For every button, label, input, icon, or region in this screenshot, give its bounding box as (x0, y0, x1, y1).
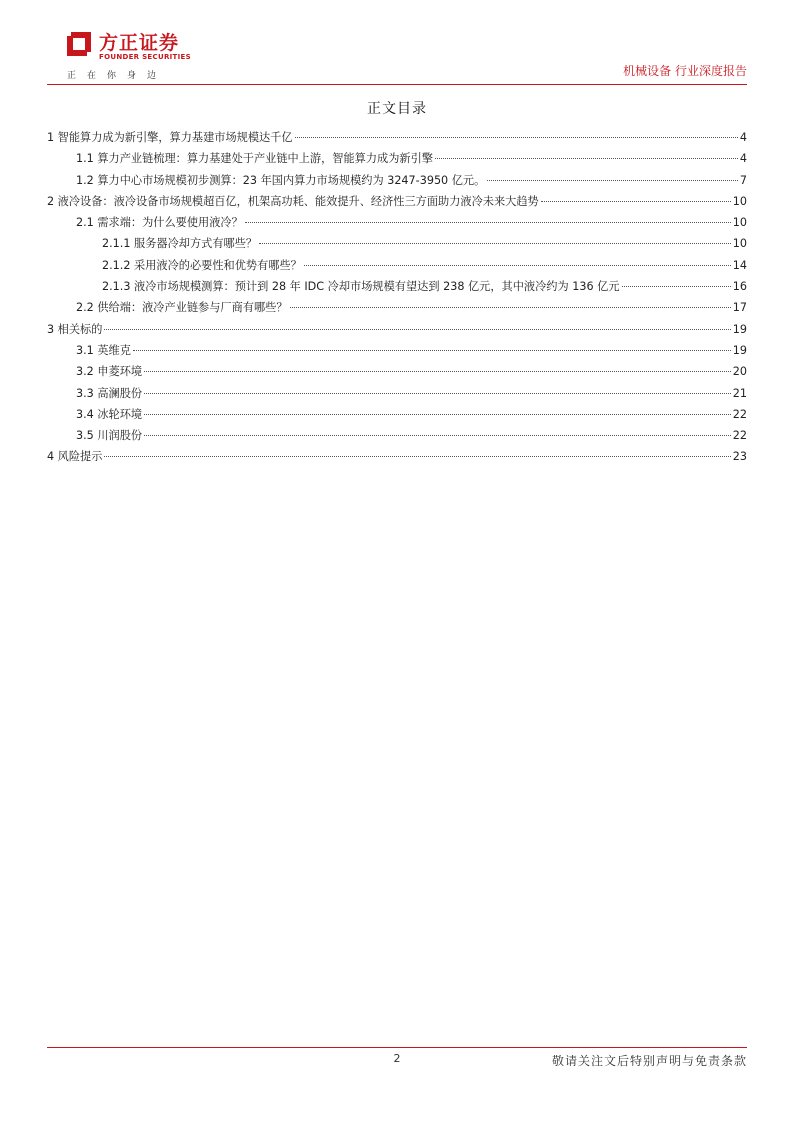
toc-entry-page: 7 (739, 173, 747, 187)
toc-entry-title: 3.3 高澜股份 (76, 386, 143, 400)
logo-text-cn: 方正证券 (99, 32, 180, 54)
toc-entry-title: 3.5 川润股份 (76, 429, 143, 443)
toc-entry[interactable] (47, 363, 747, 384)
table-of-contents (47, 129, 747, 470)
toc-dot-leader (104, 329, 730, 330)
toc-entry[interactable] (47, 278, 747, 299)
toc-entry-page: 17 (732, 301, 747, 315)
disclaimer-link[interactable]: 敬请关注文后特别声明与免责条款 (551, 1054, 747, 1068)
toc-entry[interactable] (47, 299, 747, 320)
toc-dot-leader (144, 393, 731, 394)
toc-entry-title: 1.2 算力中心市场规模初步测算：23 年国内算力市场规模约为 3247-3950 亿元。 (76, 173, 486, 187)
toc-entry[interactable] (47, 214, 747, 235)
toc-entry-page: 4 (739, 152, 747, 166)
toc-entry[interactable] (47, 257, 747, 278)
founder-logo-icon (65, 30, 93, 58)
toc-entry-page: 20 (732, 365, 747, 379)
toc-entry-page: 22 (732, 407, 747, 421)
toc-entry-title: 3.4 冰轮环境 (76, 407, 143, 421)
toc-entry[interactable] (47, 129, 747, 150)
toc-entry[interactable] (47, 342, 747, 363)
toc-dot-leader (295, 137, 738, 138)
toc-entry-title: 3.1 英维克 (76, 343, 131, 357)
page-header (47, 24, 747, 86)
header-divider (47, 84, 747, 85)
logo-text-en: FOUNDER SECURITIES (99, 53, 191, 61)
toc-entry-title: 3.2 申菱环境 (76, 365, 143, 379)
toc-dot-leader (622, 286, 731, 287)
toc-dot-leader (144, 414, 731, 415)
toc-entry[interactable] (47, 448, 747, 469)
footer-divider (47, 1047, 747, 1048)
toc-title: 正文目录 (367, 101, 427, 117)
toc-entry-page: 22 (732, 429, 747, 443)
page-number: 2 (393, 1052, 401, 1065)
toc-entry[interactable] (47, 385, 747, 406)
toc-entry-title: 2.1.2 采用液冷的必要性和优势有哪些？ (102, 258, 302, 272)
toc-entry-page: 19 (732, 343, 747, 357)
toc-entry[interactable] (47, 321, 747, 342)
toc-dot-leader (259, 243, 731, 244)
toc-entry-title: 1 智能算力成为新引擎，算力基建市场规模达千亿 (47, 131, 293, 144)
toc-entry-page: 10 (732, 216, 747, 230)
toc-entry[interactable] (47, 406, 747, 427)
toc-entry-page: 4 (739, 131, 747, 144)
slogan: 正在你身边 (67, 71, 168, 81)
toc-entry-page: 23 (732, 450, 747, 464)
toc-entry-page: 21 (732, 386, 747, 400)
toc-entry-title: 3 相关标的 (47, 322, 103, 336)
toc-entry[interactable] (47, 427, 747, 448)
toc-dot-leader (144, 435, 731, 436)
toc-entry-title: 4 风险提示 (47, 450, 103, 464)
toc-dot-leader (144, 371, 731, 372)
toc-entry-title: 2.1.3 液冷市场规模测算：预计到 28 年 IDC 冷却市场规模有望达到 238 亿元，其中液冷约为 136 亿元 (102, 280, 620, 294)
toc-dot-leader (304, 265, 731, 266)
toc-entry-page: 16 (732, 280, 747, 294)
toc-entry-title: 2 液冷设备：液冷设备市场规模超百亿，机架高功耗、能效提升、经济性三方面助力液冷未来大趋势 (47, 194, 539, 208)
toc-entry-page: 14 (732, 258, 747, 272)
toc-entry[interactable] (47, 150, 747, 171)
toc-entry-title: 1.1 算力产业链梳理：算力基建处于产业链中上游，智能算力成为新引擎 (76, 152, 433, 166)
toc-entry-title: 2.1 需求端：为什么要使用液冷？ (76, 216, 243, 230)
toc-entry-title: 2.2 供给端：液冷产业链参与厂商有哪些？ (76, 301, 288, 315)
toc-dot-leader (435, 158, 738, 159)
toc-entry[interactable] (47, 235, 747, 256)
toc-dot-leader (541, 201, 731, 202)
toc-dot-leader (245, 222, 731, 223)
toc-dot-leader (290, 307, 731, 308)
toc-entry-page: 10 (732, 194, 747, 208)
toc-entry-page: 10 (732, 237, 747, 251)
toc-dot-leader (133, 350, 731, 351)
report-type-label: 机械设备 行业深度报告 (623, 64, 747, 78)
toc-entry[interactable] (47, 172, 747, 193)
toc-dot-leader (104, 456, 730, 457)
toc-entry-title: 2.1.1 服务器冷却方式有哪些？ (102, 237, 258, 251)
toc-entry-page: 19 (732, 322, 747, 336)
toc-dot-leader (487, 180, 738, 181)
toc-entry[interactable] (47, 193, 747, 214)
